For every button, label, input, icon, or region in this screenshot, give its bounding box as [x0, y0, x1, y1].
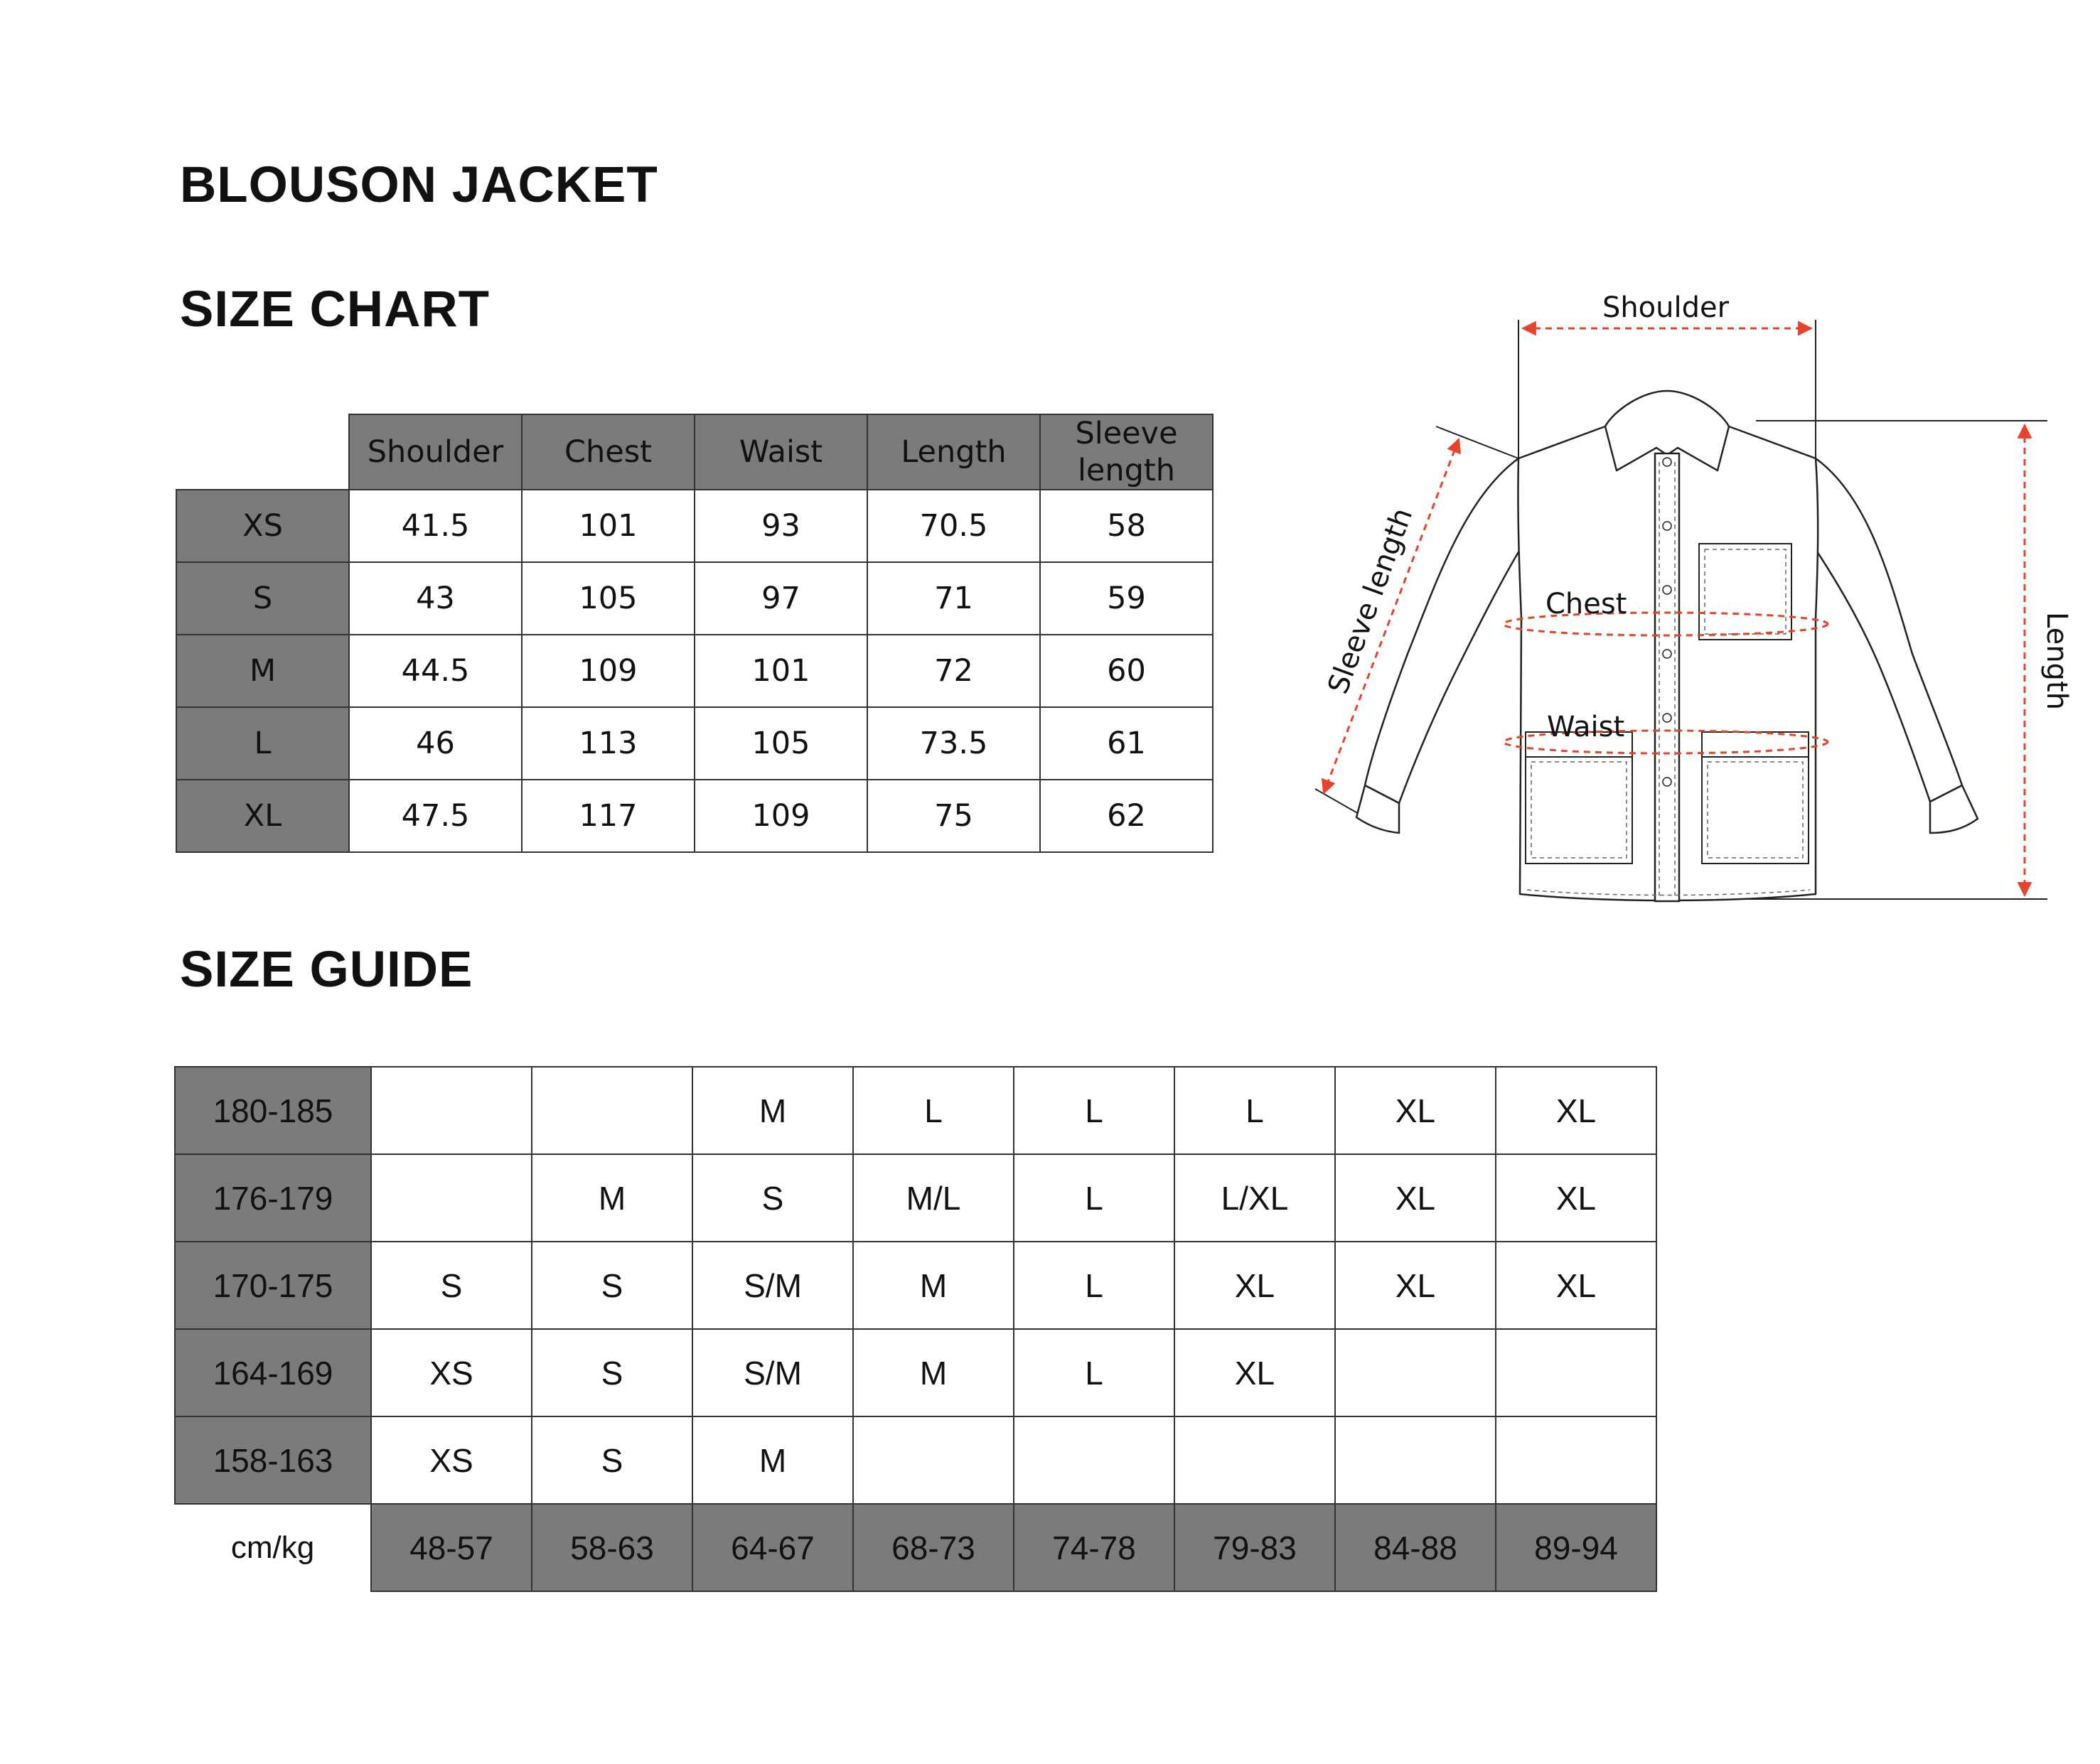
jacket-outline — [1356, 391, 1978, 901]
table-cell: S — [532, 1242, 692, 1329]
table-cell: 71 — [867, 562, 1040, 635]
weight-label: 84-88 — [1335, 1504, 1496, 1591]
chest-label: Chest — [1545, 588, 1627, 620]
table-row — [176, 490, 1213, 562]
table-cell: XS — [371, 1416, 532, 1504]
table-cell: 47.5 — [349, 780, 522, 852]
table-cell: M — [692, 1416, 853, 1504]
weight-label: 48-57 — [371, 1504, 532, 1591]
table-row — [175, 1154, 1656, 1242]
table-row — [175, 1067, 1656, 1154]
weight-label: 68-73 — [853, 1504, 1014, 1591]
col-header-length: Length — [867, 414, 1040, 490]
table-cell: 59 — [1040, 562, 1213, 635]
weight-label: 79-83 — [1174, 1504, 1335, 1591]
table-row — [176, 635, 1213, 707]
table-cell: 61 — [1040, 707, 1213, 780]
table-cell: L — [1014, 1329, 1174, 1416]
table-cell: S — [532, 1416, 692, 1504]
table-cell: 46 — [349, 707, 522, 780]
weight-label: 58-63 — [532, 1504, 692, 1591]
table-cell: 43 — [349, 562, 522, 635]
weight-label: 74-78 — [1014, 1504, 1174, 1591]
table-cell: 62 — [1040, 780, 1213, 852]
size-chart-heading: SIZE CHART — [180, 281, 490, 338]
height-label: 180-185 — [175, 1067, 371, 1154]
table-cell: 105 — [522, 562, 695, 635]
table-cell: 101 — [522, 490, 695, 562]
table-cell: 73.5 — [867, 707, 1040, 780]
height-label: 170-175 — [175, 1242, 371, 1329]
height-label: 164-169 — [175, 1329, 371, 1416]
col-header-sleeve-length: Sleeve length — [1040, 414, 1213, 490]
table-cell: 72 — [867, 635, 1040, 707]
table-cell: M — [532, 1154, 692, 1242]
table-cell: L — [1014, 1067, 1174, 1154]
size-guide-table — [174, 1066, 1657, 1592]
jacket-diagram — [1273, 284, 2076, 938]
size-chart-table — [176, 414, 1214, 853]
length-label: Length — [2040, 612, 2073, 710]
table-cell: L — [853, 1067, 1014, 1154]
size-label: XL — [176, 780, 349, 852]
table-cell: 113 — [522, 707, 695, 780]
table-cell: XL — [1335, 1154, 1496, 1242]
table-cell: XS — [371, 1329, 532, 1416]
col-header-shoulder: Shoulder — [349, 414, 522, 490]
table-cell: 97 — [695, 562, 867, 635]
table-cell: XL — [1174, 1242, 1335, 1329]
table-cell: 105 — [695, 707, 867, 780]
table-cell: 101 — [695, 635, 867, 707]
table-cell: 117 — [522, 780, 695, 852]
table-cell: XL — [1335, 1067, 1496, 1154]
table-cell: 109 — [522, 635, 695, 707]
size-label: L — [176, 707, 349, 780]
table-cell — [532, 1067, 692, 1154]
table-cell — [1335, 1329, 1496, 1416]
table-cell: XL — [1496, 1154, 1656, 1242]
size-label: M — [176, 635, 349, 707]
sleeve-length-label: Sleeve length — [1322, 503, 1420, 699]
table-cell: 70.5 — [867, 490, 1040, 562]
table-cell — [1496, 1416, 1656, 1504]
table-cell: XL — [1335, 1242, 1496, 1329]
table-cell — [1496, 1329, 1656, 1416]
table-cell: L — [1014, 1242, 1174, 1329]
weight-header-row — [175, 1504, 1656, 1591]
table-cell: S — [692, 1154, 853, 1242]
table-cell: L/XL — [1174, 1154, 1335, 1242]
table-cell: 44.5 — [349, 635, 522, 707]
table-cell — [1335, 1416, 1496, 1504]
waist-label: Waist — [1547, 711, 1625, 743]
table-cell: 60 — [1040, 635, 1213, 707]
size-label: XS — [176, 490, 349, 562]
col-header-waist: Waist — [695, 414, 867, 490]
col-header-chest: Chest — [522, 414, 695, 490]
axis-label: cm/kg — [230, 1530, 315, 1565]
table-cell: S/M — [692, 1242, 853, 1329]
table-row — [176, 562, 1213, 635]
table-row — [175, 1329, 1656, 1416]
table-cell — [1014, 1416, 1174, 1504]
table-cell: S/M — [692, 1329, 853, 1416]
height-label: 176-179 — [175, 1154, 371, 1242]
size-chart-header-row — [176, 414, 1213, 490]
table-cell: 109 — [695, 780, 867, 852]
table-cell: 58 — [1040, 490, 1213, 562]
table-cell: 93 — [695, 490, 867, 562]
table-row — [175, 1416, 1656, 1504]
table-cell — [853, 1416, 1014, 1504]
table-row — [176, 780, 1213, 852]
table-cell: XL — [1496, 1067, 1656, 1154]
shoulder-label: Shoulder — [1602, 291, 1730, 324]
page-title: BLOUSON JACKET — [180, 157, 658, 213]
table-cell — [1174, 1416, 1335, 1504]
size-guide-heading: SIZE GUIDE — [180, 942, 473, 998]
size-chart-corner — [176, 414, 349, 490]
weight-label: 89-94 — [1496, 1504, 1656, 1591]
size-label: S — [176, 562, 349, 635]
table-cell: L — [1174, 1067, 1335, 1154]
table-cell — [371, 1154, 532, 1242]
table-cell: M — [692, 1067, 853, 1154]
table-cell: M/L — [853, 1154, 1014, 1242]
table-cell — [371, 1067, 532, 1154]
table-cell: 75 — [867, 780, 1040, 852]
table-cell: 41.5 — [349, 490, 522, 562]
height-label: 158-163 — [175, 1416, 371, 1504]
table-row — [175, 1242, 1656, 1329]
table-cell: L — [1014, 1154, 1174, 1242]
weight-label: 64-67 — [692, 1504, 853, 1591]
table-cell: S — [532, 1329, 692, 1416]
table-cell: XL — [1496, 1242, 1656, 1329]
table-cell: XL — [1174, 1329, 1335, 1416]
table-cell: M — [853, 1329, 1014, 1416]
table-cell: S — [371, 1242, 532, 1329]
table-row — [176, 707, 1213, 780]
table-cell: M — [853, 1242, 1014, 1329]
